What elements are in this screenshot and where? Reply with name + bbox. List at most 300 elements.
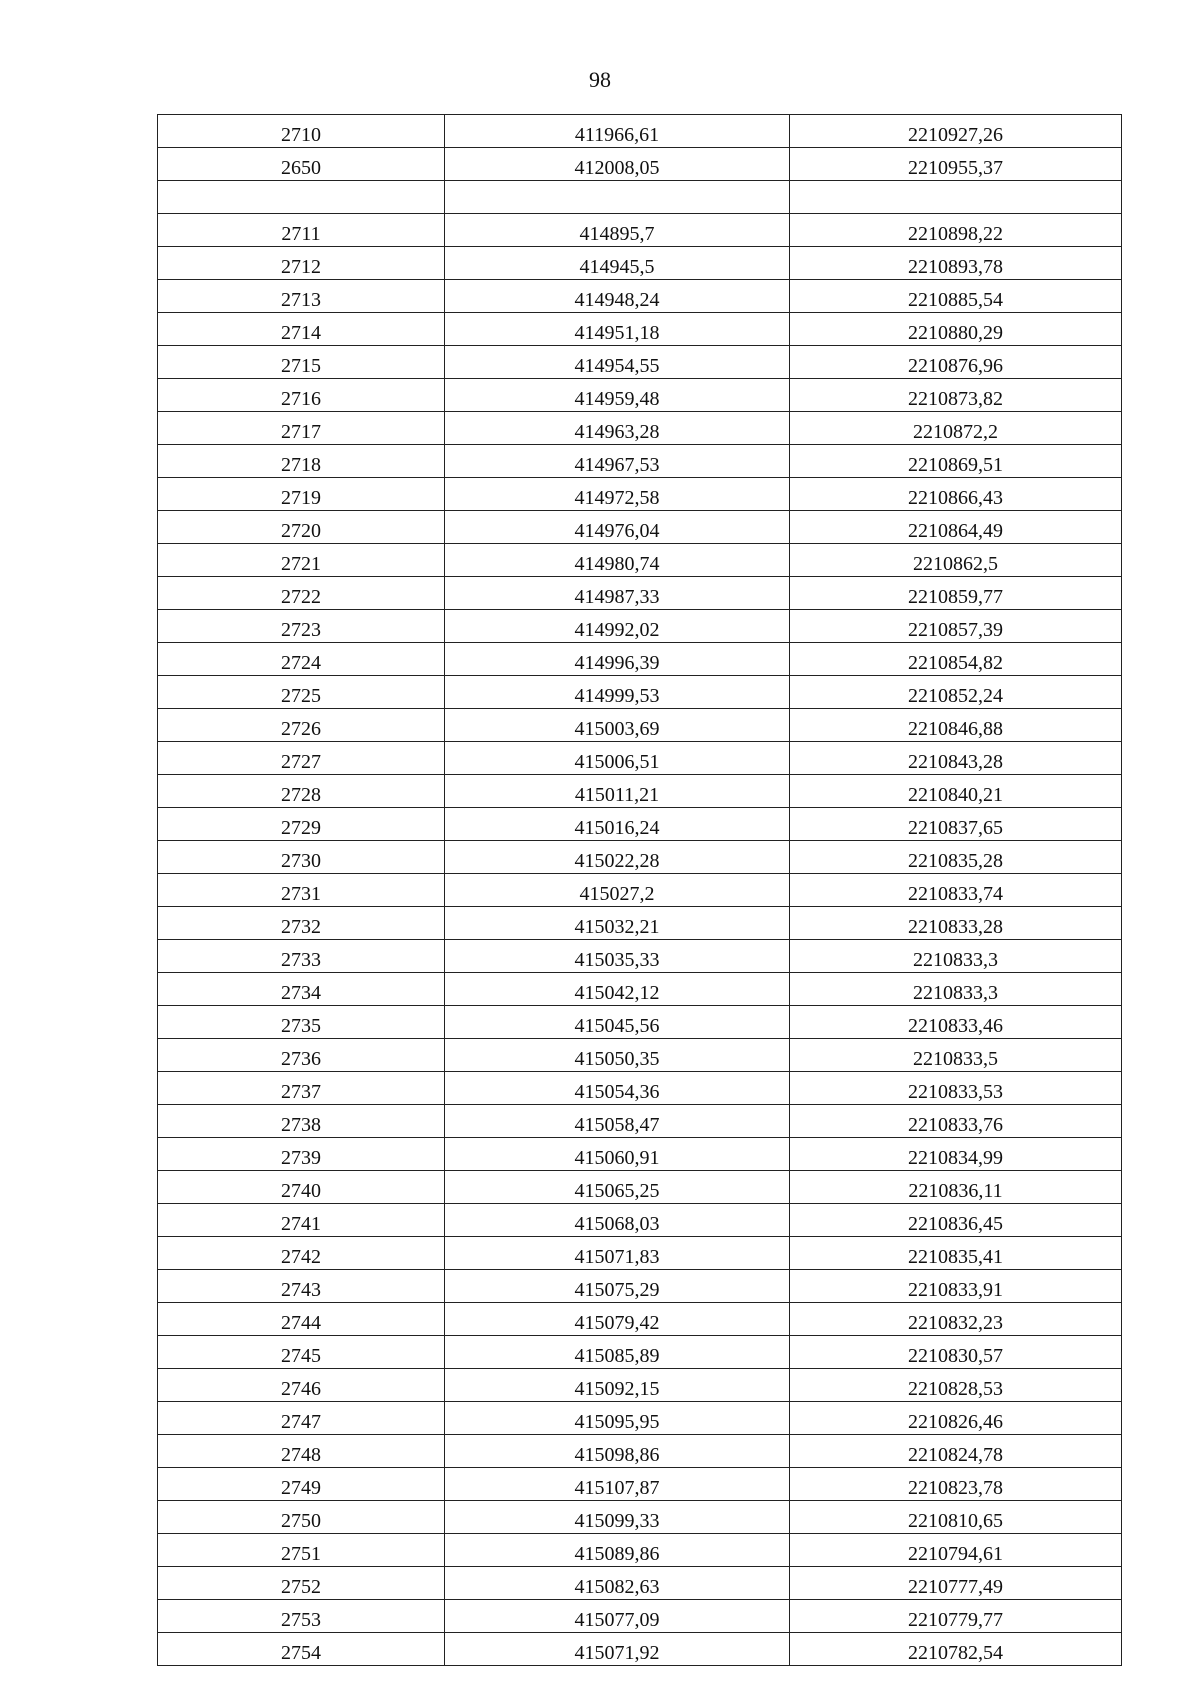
y-coordinate-cell bbox=[790, 1072, 1122, 1105]
y-coordinate-cell bbox=[790, 1171, 1122, 1204]
cell-text: 2712 bbox=[281, 256, 321, 278]
x-coordinate-cell bbox=[445, 1105, 790, 1138]
y-coordinate-cell bbox=[790, 1534, 1122, 1567]
cell-text: 415071,83 bbox=[574, 1246, 660, 1268]
y-coordinate-cell bbox=[790, 511, 1122, 544]
cell-text: 415098,86 bbox=[574, 1444, 660, 1466]
x-coordinate-cell bbox=[445, 907, 790, 940]
x-coordinate-cell bbox=[445, 709, 790, 742]
y-coordinate-cell bbox=[790, 940, 1122, 973]
x-coordinate-cell bbox=[445, 1072, 790, 1105]
cell-text: 2210810,65 bbox=[908, 1510, 1003, 1532]
cell-text: 2723 bbox=[281, 619, 321, 641]
y-coordinate-cell bbox=[790, 313, 1122, 346]
point-number-cell bbox=[158, 379, 445, 412]
cell-text: 414972,58 bbox=[574, 487, 660, 509]
x-coordinate-cell bbox=[445, 115, 790, 148]
cell-text: 2721 bbox=[281, 553, 321, 575]
cell-text: 2737 bbox=[281, 1081, 321, 1103]
point-number-cell bbox=[158, 1039, 445, 1072]
table-row bbox=[158, 1039, 1122, 1072]
cell-text: 414992,02 bbox=[574, 619, 660, 641]
cell-text: 2731 bbox=[281, 883, 321, 905]
cell-text: 415107,87 bbox=[574, 1477, 660, 1499]
x-coordinate-cell bbox=[445, 577, 790, 610]
y-coordinate-cell bbox=[790, 1138, 1122, 1171]
cell-text: 415089,86 bbox=[574, 1543, 660, 1565]
table-row bbox=[158, 808, 1122, 841]
point-number-cell bbox=[158, 544, 445, 577]
table-row bbox=[158, 1402, 1122, 1435]
table-row bbox=[158, 412, 1122, 445]
cell-text: 2210869,51 bbox=[908, 454, 1003, 476]
table-row bbox=[158, 181, 1122, 214]
cell-text: 2210779,77 bbox=[908, 1609, 1003, 1631]
cell-text: 2210836,45 bbox=[908, 1213, 1003, 1235]
table-row bbox=[158, 1105, 1122, 1138]
point-number-cell bbox=[158, 775, 445, 808]
cell-text: 2210826,46 bbox=[908, 1411, 1003, 1433]
table-row bbox=[158, 1468, 1122, 1501]
y-coordinate-cell bbox=[790, 478, 1122, 511]
x-coordinate-cell bbox=[445, 1171, 790, 1204]
cell-text: 2720 bbox=[281, 520, 321, 542]
cell-text: 2210864,49 bbox=[908, 520, 1003, 542]
point-number-cell bbox=[158, 1567, 445, 1600]
x-coordinate-cell bbox=[445, 1138, 790, 1171]
cell-text: 2210828,53 bbox=[908, 1378, 1003, 1400]
cell-text: 414895,7 bbox=[579, 223, 655, 245]
y-coordinate-cell bbox=[790, 1039, 1122, 1072]
y-coordinate-cell bbox=[790, 1237, 1122, 1270]
table-row bbox=[158, 1072, 1122, 1105]
point-number-cell bbox=[158, 1237, 445, 1270]
table-row bbox=[158, 1237, 1122, 1270]
table-row bbox=[158, 940, 1122, 973]
cell-text: 414959,48 bbox=[574, 388, 660, 410]
table-row bbox=[158, 775, 1122, 808]
cell-text: 2210833,28 bbox=[908, 916, 1003, 938]
cell-text: 2210833,3 bbox=[913, 949, 998, 971]
cell-text: 415054,36 bbox=[574, 1081, 660, 1103]
table-row bbox=[158, 1006, 1122, 1039]
point-number-cell bbox=[158, 841, 445, 874]
y-coordinate-cell bbox=[790, 775, 1122, 808]
cell-text: 415068,03 bbox=[574, 1213, 660, 1235]
cell-text: 415079,42 bbox=[574, 1312, 660, 1334]
point-number-cell bbox=[158, 1072, 445, 1105]
y-coordinate-cell bbox=[790, 577, 1122, 610]
y-coordinate-cell bbox=[790, 1501, 1122, 1534]
x-coordinate-cell bbox=[445, 643, 790, 676]
y-coordinate-cell bbox=[790, 973, 1122, 1006]
table-row bbox=[158, 346, 1122, 379]
cell-text: 2713 bbox=[281, 289, 321, 311]
point-number-cell bbox=[158, 1633, 445, 1666]
point-number-cell bbox=[158, 511, 445, 544]
table-row bbox=[158, 115, 1122, 148]
cell-text: 2711 bbox=[281, 223, 321, 245]
cell-text: 2210782,54 bbox=[908, 1642, 1003, 1664]
cell-text: 415042,12 bbox=[574, 982, 660, 1004]
y-coordinate-cell bbox=[790, 181, 1122, 214]
coordinates-table-body bbox=[158, 115, 1122, 1666]
table-row bbox=[158, 148, 1122, 181]
table-row bbox=[158, 1138, 1122, 1171]
y-coordinate-cell bbox=[790, 709, 1122, 742]
y-coordinate-cell bbox=[790, 1204, 1122, 1237]
point-number-cell bbox=[158, 1006, 445, 1039]
table-row bbox=[158, 1501, 1122, 1534]
cell-text: 415075,29 bbox=[574, 1279, 660, 1301]
cell-text: 2728 bbox=[281, 784, 321, 806]
table-row bbox=[158, 1336, 1122, 1369]
cell-text: 2746 bbox=[281, 1378, 321, 1400]
y-coordinate-cell bbox=[790, 1369, 1122, 1402]
cell-text: 2747 bbox=[281, 1411, 321, 1433]
cell-text: 415016,24 bbox=[574, 817, 660, 839]
cell-text: 2724 bbox=[281, 652, 321, 674]
cell-text: 415006,51 bbox=[574, 751, 660, 773]
table-row bbox=[158, 577, 1122, 610]
cell-text: 2210833,91 bbox=[908, 1279, 1003, 1301]
x-coordinate-cell bbox=[445, 676, 790, 709]
x-coordinate-cell bbox=[445, 1534, 790, 1567]
cell-text: 2210872,2 bbox=[913, 421, 998, 443]
point-number-cell bbox=[158, 1171, 445, 1204]
cell-text: 2722 bbox=[281, 586, 321, 608]
y-coordinate-cell bbox=[790, 544, 1122, 577]
cell-text: 415035,33 bbox=[574, 949, 660, 971]
x-coordinate-cell bbox=[445, 808, 790, 841]
table-row bbox=[158, 1171, 1122, 1204]
cell-text: 415003,69 bbox=[574, 718, 660, 740]
cell-text: 411966,61 bbox=[574, 124, 660, 146]
cell-text: 2210843,28 bbox=[908, 751, 1003, 773]
cell-text: 2210854,82 bbox=[908, 652, 1003, 674]
y-coordinate-cell bbox=[790, 907, 1122, 940]
cell-text: 2210794,61 bbox=[908, 1543, 1003, 1565]
cell-text: 2719 bbox=[281, 487, 321, 509]
cell-text: 2210837,65 bbox=[908, 817, 1003, 839]
x-coordinate-cell bbox=[445, 1567, 790, 1600]
cell-text: 2210823,78 bbox=[908, 1477, 1003, 1499]
cell-text: 2751 bbox=[281, 1543, 321, 1565]
x-coordinate-cell bbox=[445, 1204, 790, 1237]
cell-text: 415027,2 bbox=[579, 883, 655, 905]
cell-text: 2733 bbox=[281, 949, 321, 971]
x-coordinate-cell bbox=[445, 346, 790, 379]
x-coordinate-cell bbox=[445, 1006, 790, 1039]
cell-text: 2710 bbox=[281, 124, 321, 146]
cell-text: 2210859,77 bbox=[908, 586, 1003, 608]
point-number-cell bbox=[158, 610, 445, 643]
table-row bbox=[158, 511, 1122, 544]
table-row bbox=[158, 1303, 1122, 1336]
x-coordinate-cell bbox=[445, 1600, 790, 1633]
cell-text: 2714 bbox=[281, 322, 321, 344]
cell-text: 2210955,37 bbox=[908, 157, 1003, 179]
table-row bbox=[158, 841, 1122, 874]
cell-text: 415050,35 bbox=[574, 1048, 660, 1070]
table-row bbox=[158, 214, 1122, 247]
y-coordinate-cell bbox=[790, 808, 1122, 841]
point-number-cell bbox=[158, 1534, 445, 1567]
point-number-cell bbox=[158, 115, 445, 148]
table-row bbox=[158, 1600, 1122, 1633]
cell-text: 414999,53 bbox=[574, 685, 660, 707]
point-number-cell bbox=[158, 1600, 445, 1633]
point-number-cell bbox=[158, 214, 445, 247]
cell-text: 2727 bbox=[281, 751, 321, 773]
cell-text: 2725 bbox=[281, 685, 321, 707]
table-row bbox=[158, 1369, 1122, 1402]
x-coordinate-cell bbox=[445, 1633, 790, 1666]
table-row bbox=[158, 1567, 1122, 1600]
point-number-cell bbox=[158, 940, 445, 973]
x-coordinate-cell bbox=[445, 841, 790, 874]
cell-text: 2210893,78 bbox=[908, 256, 1003, 278]
table-row bbox=[158, 445, 1122, 478]
cell-text: 2738 bbox=[281, 1114, 321, 1136]
x-coordinate-cell bbox=[445, 1303, 790, 1336]
cell-text: 2210833,3 bbox=[913, 982, 998, 1004]
x-coordinate-cell bbox=[445, 247, 790, 280]
cell-text: 2210833,53 bbox=[908, 1081, 1003, 1103]
x-coordinate-cell bbox=[445, 511, 790, 544]
cell-text: 2210833,76 bbox=[908, 1114, 1003, 1136]
x-coordinate-cell bbox=[445, 280, 790, 313]
cell-text: 415077,09 bbox=[574, 1609, 660, 1631]
point-number-cell bbox=[158, 1270, 445, 1303]
cell-text: 2729 bbox=[281, 817, 321, 839]
x-coordinate-cell bbox=[445, 379, 790, 412]
x-coordinate-cell bbox=[445, 1336, 790, 1369]
y-coordinate-cell bbox=[790, 1567, 1122, 1600]
cell-text: 2210832,23 bbox=[908, 1312, 1003, 1334]
x-coordinate-cell bbox=[445, 1237, 790, 1270]
cell-text: 2717 bbox=[281, 421, 321, 443]
cell-text: 415022,28 bbox=[574, 850, 660, 872]
point-number-cell bbox=[158, 1105, 445, 1138]
x-coordinate-cell bbox=[445, 1501, 790, 1534]
cell-text: 414954,55 bbox=[574, 355, 660, 377]
cell-text: 2744 bbox=[281, 1312, 321, 1334]
point-number-cell bbox=[158, 1468, 445, 1501]
cell-text: 2210862,5 bbox=[913, 553, 998, 575]
table-row bbox=[158, 742, 1122, 775]
cell-text: 2210833,74 bbox=[908, 883, 1003, 905]
y-coordinate-cell bbox=[790, 742, 1122, 775]
point-number-cell bbox=[158, 742, 445, 775]
cell-text: 2748 bbox=[281, 1444, 321, 1466]
table-row bbox=[158, 1270, 1122, 1303]
cell-text: 415058,47 bbox=[574, 1114, 660, 1136]
cell-text: 2739 bbox=[281, 1147, 321, 1169]
point-number-cell bbox=[158, 1501, 445, 1534]
cell-text: 415095,95 bbox=[574, 1411, 660, 1433]
y-coordinate-cell bbox=[790, 643, 1122, 676]
cell-text: 414963,28 bbox=[574, 421, 660, 443]
cell-text: 415099,33 bbox=[574, 1510, 660, 1532]
table-row bbox=[158, 247, 1122, 280]
y-coordinate-cell bbox=[790, 1468, 1122, 1501]
table-row bbox=[158, 907, 1122, 940]
cell-text: 414976,04 bbox=[574, 520, 660, 542]
cell-text: 2210866,43 bbox=[908, 487, 1003, 509]
coordinates-table bbox=[157, 114, 1122, 1666]
x-coordinate-cell bbox=[445, 478, 790, 511]
cell-text: 412008,05 bbox=[574, 157, 660, 179]
cell-text: 2210834,99 bbox=[908, 1147, 1003, 1169]
x-coordinate-cell bbox=[445, 445, 790, 478]
x-coordinate-cell bbox=[445, 313, 790, 346]
cell-text: 2736 bbox=[281, 1048, 321, 1070]
point-number-cell bbox=[158, 907, 445, 940]
point-number-cell bbox=[158, 1435, 445, 1468]
x-coordinate-cell bbox=[445, 1039, 790, 1072]
x-coordinate-cell bbox=[445, 1468, 790, 1501]
x-coordinate-cell bbox=[445, 973, 790, 1006]
cell-text: 2210898,22 bbox=[908, 223, 1003, 245]
point-number-cell bbox=[158, 577, 445, 610]
cell-text: 2210777,49 bbox=[908, 1576, 1003, 1598]
cell-text: 415071,92 bbox=[574, 1642, 660, 1664]
point-number-cell bbox=[158, 1336, 445, 1369]
cell-text: 2745 bbox=[281, 1345, 321, 1367]
point-number-cell bbox=[158, 280, 445, 313]
point-number-cell bbox=[158, 1204, 445, 1237]
point-number-cell bbox=[158, 247, 445, 280]
cell-text: 2210824,78 bbox=[908, 1444, 1003, 1466]
cell-text: 2210833,5 bbox=[913, 1048, 998, 1070]
cell-text: 2742 bbox=[281, 1246, 321, 1268]
x-coordinate-cell bbox=[445, 940, 790, 973]
y-coordinate-cell bbox=[790, 346, 1122, 379]
cell-text: 2750 bbox=[281, 1510, 321, 1532]
cell-text: 2749 bbox=[281, 1477, 321, 1499]
point-number-cell bbox=[158, 1369, 445, 1402]
table-row bbox=[158, 1633, 1122, 1666]
point-number-cell bbox=[158, 808, 445, 841]
table-row bbox=[158, 610, 1122, 643]
point-number-cell bbox=[158, 346, 445, 379]
table-row bbox=[158, 709, 1122, 742]
y-coordinate-cell bbox=[790, 1270, 1122, 1303]
cell-text: 415011,21 bbox=[574, 784, 660, 806]
x-coordinate-cell bbox=[445, 181, 790, 214]
point-number-cell bbox=[158, 676, 445, 709]
cell-text: 2735 bbox=[281, 1015, 321, 1037]
y-coordinate-cell bbox=[790, 115, 1122, 148]
cell-text: 2734 bbox=[281, 982, 321, 1004]
table-row bbox=[158, 676, 1122, 709]
cell-text: 2726 bbox=[281, 718, 321, 740]
point-number-cell bbox=[158, 148, 445, 181]
y-coordinate-cell bbox=[790, 1435, 1122, 1468]
table-row bbox=[158, 874, 1122, 907]
point-number-cell bbox=[158, 412, 445, 445]
x-coordinate-cell bbox=[445, 610, 790, 643]
point-number-cell bbox=[158, 313, 445, 346]
x-coordinate-cell bbox=[445, 874, 790, 907]
y-coordinate-cell bbox=[790, 1633, 1122, 1666]
y-coordinate-cell bbox=[790, 1336, 1122, 1369]
x-coordinate-cell bbox=[445, 742, 790, 775]
table-row bbox=[158, 478, 1122, 511]
cell-text: 2732 bbox=[281, 916, 321, 938]
y-coordinate-cell bbox=[790, 1006, 1122, 1039]
cell-text: 2210880,29 bbox=[908, 322, 1003, 344]
y-coordinate-cell bbox=[790, 445, 1122, 478]
x-coordinate-cell bbox=[445, 412, 790, 445]
point-number-cell bbox=[158, 874, 445, 907]
cell-text: 2210846,88 bbox=[908, 718, 1003, 740]
table-row bbox=[158, 280, 1122, 313]
y-coordinate-cell bbox=[790, 214, 1122, 247]
cell-text: 414967,53 bbox=[574, 454, 660, 476]
cell-text: 414987,33 bbox=[574, 586, 660, 608]
cell-text: 2743 bbox=[281, 1279, 321, 1301]
cell-text: 2741 bbox=[281, 1213, 321, 1235]
x-coordinate-cell bbox=[445, 1435, 790, 1468]
y-coordinate-cell bbox=[790, 247, 1122, 280]
table-row bbox=[158, 379, 1122, 412]
cell-text: 2210927,26 bbox=[908, 124, 1003, 146]
y-coordinate-cell bbox=[790, 412, 1122, 445]
y-coordinate-cell bbox=[790, 676, 1122, 709]
cell-text: 2210873,82 bbox=[908, 388, 1003, 410]
x-coordinate-cell bbox=[445, 1402, 790, 1435]
cell-text: 2210833,46 bbox=[908, 1015, 1003, 1037]
y-coordinate-cell bbox=[790, 1402, 1122, 1435]
point-number-cell bbox=[158, 709, 445, 742]
y-coordinate-cell bbox=[790, 148, 1122, 181]
y-coordinate-cell bbox=[790, 1303, 1122, 1336]
y-coordinate-cell bbox=[790, 280, 1122, 313]
y-coordinate-cell bbox=[790, 610, 1122, 643]
x-coordinate-cell bbox=[445, 544, 790, 577]
point-number-cell bbox=[158, 1402, 445, 1435]
cell-text: 414945,5 bbox=[579, 256, 655, 278]
y-coordinate-cell bbox=[790, 379, 1122, 412]
x-coordinate-cell bbox=[445, 1369, 790, 1402]
cell-text: 2650 bbox=[281, 157, 321, 179]
point-number-cell bbox=[158, 973, 445, 1006]
point-number-cell bbox=[158, 478, 445, 511]
point-number-cell bbox=[158, 181, 445, 214]
y-coordinate-cell bbox=[790, 874, 1122, 907]
cell-text: 2210835,41 bbox=[908, 1246, 1003, 1268]
cell-text: 415065,25 bbox=[574, 1180, 660, 1202]
cell-text: 2210830,57 bbox=[908, 1345, 1003, 1367]
cell-text: 415092,15 bbox=[574, 1378, 660, 1400]
cell-text: 2210835,28 bbox=[908, 850, 1003, 872]
cell-text: 2718 bbox=[281, 454, 321, 476]
cell-text: 2730 bbox=[281, 850, 321, 872]
cell-text: 415082,63 bbox=[574, 1576, 660, 1598]
cell-text: 414948,24 bbox=[574, 289, 660, 311]
cell-text: 414996,39 bbox=[574, 652, 660, 674]
table-row bbox=[158, 1204, 1122, 1237]
table-row bbox=[158, 1534, 1122, 1567]
cell-text: 2210840,21 bbox=[908, 784, 1003, 806]
y-coordinate-cell bbox=[790, 1105, 1122, 1138]
cell-text: 2753 bbox=[281, 1609, 321, 1631]
page-number: 98 bbox=[589, 67, 611, 92]
table-row bbox=[158, 643, 1122, 676]
x-coordinate-cell bbox=[445, 214, 790, 247]
